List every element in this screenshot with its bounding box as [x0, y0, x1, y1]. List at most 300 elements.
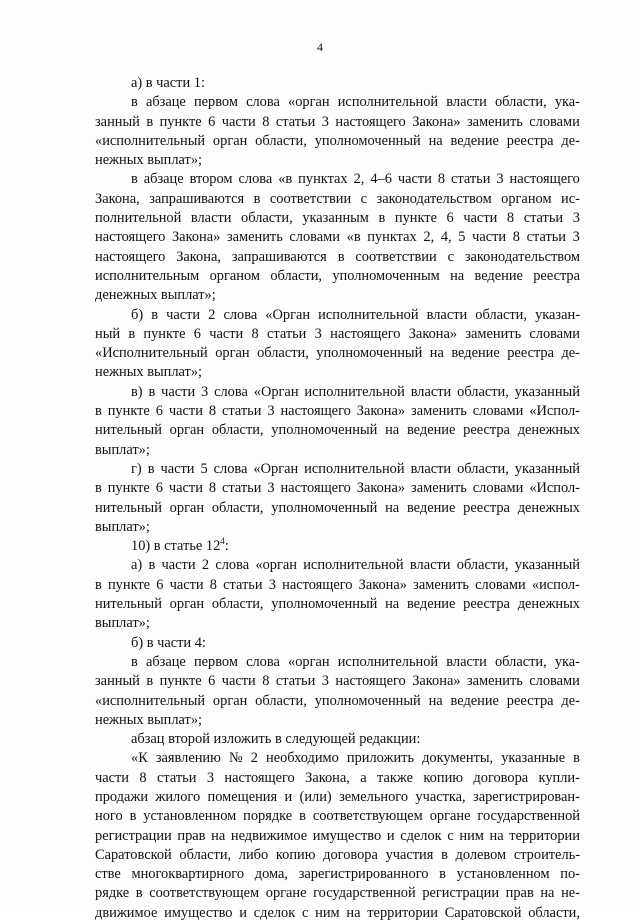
word: 3 [314, 325, 322, 342]
text-line [95, 209, 580, 228]
text-line-content: денежных выплат»; [95, 287, 216, 304]
word: исполнительной [304, 383, 405, 400]
word: словами [472, 480, 524, 497]
word: ный [95, 325, 121, 342]
word: договора [473, 769, 529, 786]
word: пункте [394, 210, 437, 227]
word: с [301, 904, 309, 921]
word: 6 [155, 480, 163, 497]
word: установленном [456, 866, 550, 883]
word: в [95, 403, 102, 420]
word: «Испол- [529, 480, 580, 497]
word: с [360, 190, 368, 207]
word: 5 [458, 229, 466, 246]
text-line [95, 479, 580, 498]
text-line [95, 325, 580, 344]
word: на [429, 345, 444, 362]
word: нительный [95, 596, 162, 613]
text-line [95, 672, 580, 691]
word: ведение [474, 267, 523, 284]
word: Закона, [95, 190, 140, 207]
word: «в [346, 229, 361, 246]
word: занный [95, 113, 140, 130]
text-line [95, 74, 580, 93]
word: области, [457, 460, 509, 477]
word: части [161, 383, 196, 400]
word: «Орган [253, 383, 299, 400]
word: не- [561, 885, 580, 902]
word: в [337, 248, 345, 265]
word: орган [169, 499, 205, 516]
word: области, [255, 692, 307, 709]
word: заменить [466, 673, 523, 690]
word: «Исполнительный [95, 345, 208, 362]
word: области, [494, 653, 547, 670]
word: уполномоченный [314, 132, 421, 149]
word: имущество [164, 904, 233, 921]
word: в [299, 808, 306, 825]
word: пункте [107, 576, 151, 593]
word: на [428, 692, 443, 709]
word: словами [529, 673, 580, 690]
word: 8 [208, 480, 217, 497]
word: реестра [507, 345, 554, 362]
word: статьи [526, 229, 567, 246]
text-line-content: 10) в статье 12 [131, 538, 221, 555]
word: Закона, [176, 248, 221, 265]
word: пункте [159, 113, 202, 130]
word: Закона» [171, 229, 221, 246]
word: на [211, 827, 226, 844]
word: «Орган [265, 306, 311, 323]
word: на [489, 827, 504, 844]
word: области, [528, 904, 580, 921]
word: 3 [572, 210, 580, 227]
word: полнительной [95, 210, 182, 227]
word: 2 [208, 306, 216, 323]
word: Закона» [412, 113, 461, 130]
word: в [131, 653, 138, 670]
text-line [95, 151, 580, 170]
word: прав [177, 827, 206, 844]
word: в [573, 750, 580, 767]
word: на [540, 885, 555, 902]
word: указанный [514, 383, 580, 400]
word: Закона» [358, 576, 407, 593]
word: слова [214, 383, 248, 400]
word: ведение [450, 692, 499, 709]
word: области, [211, 596, 264, 613]
word: ведение [406, 422, 456, 439]
word: пункте [159, 673, 202, 690]
word: документы, [422, 750, 494, 767]
word: 3 [267, 403, 275, 420]
word: на [346, 904, 361, 921]
word: «Орган [253, 460, 299, 477]
word: с [447, 248, 454, 265]
word: зарегистрирован- [473, 788, 580, 805]
word: строитель- [513, 846, 580, 863]
text-line [95, 556, 580, 575]
word: территории [509, 827, 580, 844]
word: слова [213, 460, 248, 477]
word: 4, [440, 229, 452, 246]
word: а) [131, 557, 143, 574]
word: дома, [254, 866, 288, 883]
word: реестра [506, 132, 554, 149]
word: в [151, 306, 158, 323]
word: г) [131, 460, 142, 477]
word: помещения [207, 788, 278, 805]
word: части [160, 460, 195, 477]
word: государственной [313, 885, 416, 902]
word: участка, [415, 788, 466, 805]
word: государственной [477, 808, 580, 825]
word: 2 [250, 750, 258, 767]
word: части [472, 229, 507, 246]
text-line [95, 749, 580, 768]
page-number: 4 [317, 40, 323, 54]
word: исполнительной [337, 94, 439, 111]
word: настоящего [280, 480, 351, 497]
word: втором [189, 171, 233, 188]
word: пункте [107, 480, 150, 497]
word: слова [238, 171, 273, 188]
word: исполнительной [303, 557, 404, 574]
text-line [95, 576, 580, 595]
word: соответствии [269, 190, 352, 207]
word: земельного [339, 788, 409, 805]
word: порядке [243, 808, 293, 825]
word: статьи [451, 171, 491, 188]
word: заменить [413, 576, 469, 593]
word: нительный [95, 499, 162, 516]
word: запрашиваются [149, 190, 245, 207]
text-line [95, 614, 580, 633]
word: статьи [523, 210, 564, 227]
word: долевом [455, 846, 507, 863]
word: жилого [155, 788, 201, 805]
word: 8 [512, 229, 520, 246]
word: первом [193, 653, 238, 670]
word: «в [278, 171, 293, 188]
text-line [95, 170, 580, 189]
word: в [135, 885, 143, 902]
word: установленном [143, 808, 237, 825]
word: либо [238, 846, 269, 863]
word: в) [131, 383, 143, 400]
word: 6 [446, 210, 454, 227]
word: в [378, 210, 386, 227]
word: орган [169, 596, 205, 613]
word: Закона» [408, 325, 458, 342]
text-line [95, 228, 580, 247]
word: 3 [572, 229, 580, 246]
word: «К [131, 750, 148, 767]
word: указанные [501, 750, 566, 767]
word: 6 [208, 113, 216, 130]
word: территории [367, 904, 438, 921]
word: власти [446, 94, 487, 111]
word: 8 [262, 113, 270, 130]
word: на [385, 596, 400, 613]
word: настоящего [95, 229, 166, 246]
word: в [131, 94, 138, 111]
word: с [447, 827, 454, 844]
word: в [128, 325, 136, 342]
word: в [146, 673, 154, 690]
text-line [95, 132, 580, 151]
word: указан- [535, 306, 580, 323]
text-line [95, 344, 580, 363]
word: Саратовской [444, 904, 522, 921]
text-line-content: нежных выплат»; [95, 711, 203, 728]
word: части [95, 769, 130, 786]
word: заменить [411, 480, 467, 497]
word: исполнительной [318, 306, 419, 323]
word: статьи [221, 403, 262, 420]
text-line [95, 267, 580, 286]
word: недвижимое [230, 827, 308, 844]
word: в [129, 808, 137, 825]
word: Закона» [356, 403, 406, 420]
word: 2, [353, 171, 365, 188]
text-line [95, 730, 580, 749]
word: настоящего [509, 171, 580, 188]
word: указанным [302, 210, 369, 227]
word: области, [241, 210, 293, 227]
word: уполномоченный [314, 692, 421, 709]
word: статьи [157, 769, 197, 786]
word: 6 [156, 576, 164, 593]
document-body [95, 74, 580, 923]
word: стве [95, 866, 121, 883]
word: ним [315, 904, 340, 921]
word: 8 [437, 171, 446, 188]
word: ним [459, 827, 484, 844]
text-line [95, 190, 580, 209]
word: регистрации [95, 827, 172, 844]
word: абзаце [145, 653, 186, 670]
word: статьи [221, 480, 262, 497]
word: 6 [155, 403, 163, 420]
text-line-content: нежных выплат»; [95, 364, 203, 381]
word: исполнительным [95, 267, 200, 284]
word: 3 [496, 171, 504, 188]
word: органе [429, 808, 471, 825]
word: органом [209, 267, 261, 284]
word: настоящего [330, 325, 401, 342]
word: ука- [554, 94, 580, 111]
word: настоящего [95, 248, 166, 265]
word: в [147, 460, 155, 477]
word: власти [410, 383, 452, 400]
word: статьи [275, 113, 316, 130]
word: движимое [95, 904, 158, 921]
text-line [95, 537, 580, 556]
word: ведение [406, 596, 456, 613]
word: органом [501, 190, 552, 207]
word: «исполнительный [95, 132, 206, 149]
word: на [428, 132, 443, 149]
word: в [253, 190, 261, 207]
text-line [95, 807, 580, 826]
word: 8 [251, 325, 259, 342]
word: абзаце [143, 171, 184, 188]
word: 8 [262, 673, 270, 690]
word: уполномоченный [271, 499, 378, 516]
superscript: 4 [220, 536, 225, 547]
word: ного [95, 808, 123, 825]
word: словами [529, 325, 580, 342]
word: 2 [201, 557, 210, 574]
text-line [95, 248, 580, 267]
word: купли- [538, 769, 580, 786]
word: имущество [312, 827, 382, 844]
word: слова [215, 557, 250, 574]
word: б) [131, 306, 144, 323]
text-line [95, 653, 580, 672]
word: заменить [226, 229, 283, 246]
word: области, [179, 846, 232, 863]
word: продажи [95, 788, 149, 805]
word: уполномоченным [332, 267, 440, 284]
word: реестра [463, 422, 510, 439]
text-line [95, 518, 580, 537]
text-line [95, 363, 580, 382]
word: области, [457, 383, 509, 400]
text-line [95, 846, 580, 865]
word: слова [246, 653, 280, 670]
text-line [95, 421, 580, 440]
word: зарегистрированного [298, 866, 429, 883]
word: прав [505, 885, 534, 902]
word: области, [211, 499, 264, 516]
text-line [95, 788, 580, 807]
word: ука- [554, 653, 580, 670]
word: запрашиваются [231, 248, 327, 265]
word: в [148, 383, 156, 400]
word: де- [561, 132, 580, 149]
text-line [95, 306, 580, 325]
word: статьи [223, 576, 263, 593]
word: денежных [517, 596, 580, 613]
word: орган [169, 422, 205, 439]
word: 3 [201, 383, 209, 400]
word: абзаце [145, 94, 186, 111]
word: настоящего [224, 769, 295, 786]
word: реестра [533, 267, 580, 284]
word: части [221, 113, 256, 130]
word: сделок [400, 827, 442, 844]
word: в [95, 480, 102, 497]
word: Закона, [305, 769, 350, 786]
word: пунктах [298, 171, 348, 188]
word: власти [409, 557, 451, 574]
text-line-content: б) в части 4: [131, 634, 206, 651]
word: словами [529, 113, 580, 130]
word: указанный [514, 557, 580, 574]
text-line [95, 827, 580, 846]
word: области, [257, 345, 309, 362]
word: заявлению [155, 750, 221, 767]
word: части [166, 306, 201, 323]
text-line [95, 865, 580, 884]
word: части [397, 171, 432, 188]
word: 3 [206, 769, 215, 786]
word: слова [223, 306, 258, 323]
word: приложить [346, 750, 415, 767]
word: нительный [95, 422, 162, 439]
word: и [284, 788, 293, 805]
word: ис- [561, 190, 580, 207]
word: 8 [506, 210, 515, 227]
word: законодательством [464, 248, 580, 265]
word: в [95, 576, 102, 593]
word: 8 [139, 769, 147, 786]
text-line [95, 595, 580, 614]
word: области, [211, 422, 264, 439]
word: первом [193, 94, 238, 111]
word: соответствующем [149, 885, 260, 902]
word: в [441, 846, 448, 863]
word: пункте [107, 403, 150, 420]
word: власти [410, 460, 452, 477]
word: 4–6 [370, 171, 392, 188]
word: власти [190, 210, 232, 227]
word: пунктах [367, 229, 417, 246]
word: рядке [95, 885, 130, 902]
text-line [95, 383, 580, 402]
word: орган [215, 345, 250, 362]
word: соответствующем [312, 808, 423, 825]
word: уполномоченный [316, 345, 423, 362]
word: сделок [253, 904, 296, 921]
text-line-content: выплат»; [95, 518, 150, 535]
word: в [148, 557, 156, 574]
word: уполномоченный [271, 596, 378, 613]
word: словами [289, 229, 340, 246]
word: настоящего [282, 576, 353, 593]
word: исполнительной [337, 653, 439, 670]
word: словами [475, 576, 526, 593]
word: «исполнительный [95, 692, 206, 709]
word: орган [212, 692, 248, 709]
word: статьи [275, 673, 316, 690]
word: части [168, 480, 203, 497]
text-line [95, 441, 580, 460]
word: многоквартирного [131, 866, 245, 883]
word: заменить [466, 113, 523, 130]
word: в [439, 866, 446, 883]
text-line-content: абзац второй изложить в следующей редакции: [131, 731, 421, 748]
word: 3 [267, 480, 275, 497]
word: настоящего [335, 673, 406, 690]
text-line-content: нежных выплат»; [95, 152, 203, 169]
word: указанный [514, 460, 580, 477]
trailing-text: : [224, 538, 229, 555]
word: на [450, 267, 465, 284]
text-line-content: а) в части 1: [131, 75, 205, 91]
text-line [95, 402, 580, 421]
word: ведение [450, 132, 499, 149]
word: ведение [451, 345, 500, 362]
word: реестра [463, 596, 510, 613]
word: «Испол- [529, 403, 580, 420]
word: части [169, 576, 204, 593]
word: части [221, 673, 256, 690]
text-line [95, 904, 580, 923]
